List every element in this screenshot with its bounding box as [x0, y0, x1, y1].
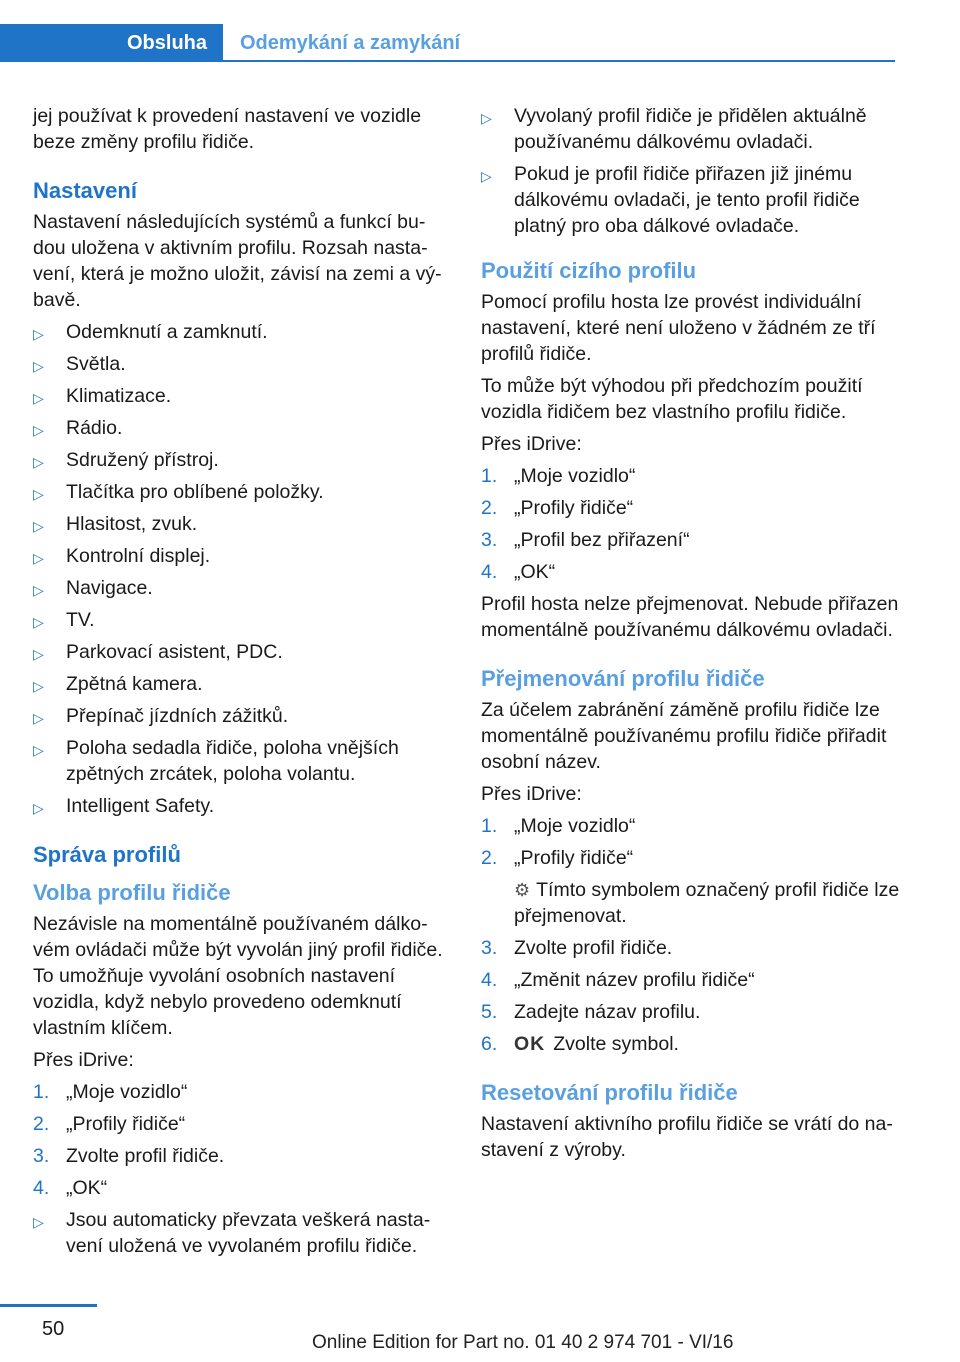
footer-rule	[0, 1304, 97, 1307]
list-item: ▷ Vyvolaný profil řidiče je přidělen aktuálně používanému dálkovému ovladači.	[481, 105, 867, 153]
triangle-bullet-icon: ▷	[33, 614, 44, 630]
rename-text: Za účelem zabránění záměně profilu řidiče lze momentálně používanému profilu řidiče přiřadit osobní název.	[481, 699, 887, 773]
guest-text-1: Pomocí profilu hosta lze provést individuální nastavení, které není uloženo v žádném ze tří profilů řidiče.	[481, 291, 876, 365]
header-section-tab: Obsluha	[0, 24, 223, 62]
gear-icon: ⚙	[514, 880, 531, 900]
triangle-bullet-icon: ▷	[481, 168, 492, 184]
intro-text: jej používat k provedení nastavení ve vozidle beze změny profilu řidiče.	[33, 105, 422, 153]
list-item: 2. „Profily řidiče“	[481, 847, 634, 869]
triangle-bullet-icon: ▷	[33, 710, 44, 726]
list-item: ▷ Parkovací asistent, PDC.	[33, 639, 448, 665]
triangle-bullet-icon: ▷	[33, 678, 44, 694]
footer-edition: Online Edition for Part no. 01 40 2 974 701 - VI/16	[312, 1332, 734, 1353]
select-text: Nezávisle na momentálně používaném dálkovém ovládači může být vyvolán jiný profil řidiče. To umožňuje vyvolání osobních nastavení vozidla, když nebylo provedeno odemknutí vlastním klíčem.	[33, 913, 443, 1039]
list-item: ▷ Navigace.	[33, 575, 448, 601]
guest-note: Profil hosta nelze přejmenovat. Nebude přiřazen momentálně používanému dálkovému ovladači.	[481, 593, 899, 641]
guest-steps	[481, 463, 901, 585]
list-item: 5. Zadejte názav profilu.	[481, 1001, 701, 1023]
list-item: 3. „Profil bez přiřazení“	[481, 529, 690, 551]
select-bullets-continued	[481, 103, 901, 239]
manage-heading: Správa profilů	[33, 842, 181, 867]
triangle-bullet-icon: ▷	[33, 550, 44, 566]
list-item: ▷ Hlasitost, zvuk.	[33, 511, 448, 537]
list-item: 3. Zvolte profil řidiče.	[33, 1145, 225, 1167]
settings-heading: Nastavení	[33, 178, 137, 203]
list-item: ▷ Jsou automaticky převzata veškerá nastavení uložená ve vyvolaném profilu řidiče.	[33, 1209, 431, 1257]
header-rule	[0, 60, 895, 62]
settings-list	[33, 319, 448, 819]
list-item: ▷ Přepínač jízdních zážitků.	[33, 703, 448, 729]
list-item: ▷ Zpětná kamera.	[33, 671, 448, 697]
select-bullets	[33, 1207, 448, 1259]
via-idrive-label: Přes iDrive:	[33, 1049, 134, 1071]
list-item: 4. „OK“	[481, 561, 556, 583]
guest-heading: Použití cizího profilu	[481, 258, 697, 283]
list-item: 2. „Profily řidiče“	[481, 497, 634, 519]
triangle-bullet-icon: ▷	[33, 454, 44, 470]
via-idrive-label: Přes iDrive:	[481, 783, 582, 805]
page-number: 50	[42, 1318, 65, 1340]
list-item: 4. „Změnit název profilu řidiče“	[481, 969, 755, 991]
rename-steps-rest	[481, 935, 901, 1057]
rename-symbol-note: ⚙ Tímto symbolem označený profil řidiče lze přejmenovat.	[514, 879, 900, 927]
list-item: ▷ Rádio.	[33, 415, 448, 441]
list-item: ▷ Sdružený přístroj.	[33, 447, 448, 473]
reset-text: Nastavení aktivního profilu řidiče se vrátí do nastavení z výroby.	[481, 1113, 893, 1161]
triangle-bullet-icon: ▷	[33, 800, 44, 816]
list-item: 4. „OK“	[33, 1177, 108, 1199]
reset-heading: Resetování profilu řidiče	[481, 1080, 738, 1105]
list-item: ▷ Klimatizace.	[33, 383, 448, 409]
triangle-bullet-icon: ▷	[33, 390, 44, 406]
guest-text-2: To může být výhodou při předchozím použití vozidla řidičem bez vlastního profilu řidiče.	[481, 375, 863, 423]
select-heading: Volba profilu řidiče	[33, 880, 231, 905]
list-item: ▷ Kontrolní displej.	[33, 543, 448, 569]
triangle-bullet-icon: ▷	[481, 110, 492, 126]
rename-heading: Přejmenování profilu řidiče	[481, 666, 765, 691]
list-item: 2. „Profily řidiče“	[33, 1113, 186, 1135]
list-item: 3. Zvolte profil řidiče.	[481, 937, 673, 959]
list-item: 1. „Moje vozidlo“	[33, 1081, 188, 1103]
list-item: ▷ Intelligent Safety.	[33, 793, 448, 819]
right-column	[481, 103, 901, 1169]
triangle-bullet-icon: ▷	[33, 358, 44, 374]
left-column	[33, 103, 448, 1265]
via-idrive-label: Přes iDrive:	[481, 433, 582, 455]
rename-steps	[481, 813, 901, 871]
triangle-bullet-icon: ▷	[33, 326, 44, 342]
list-item: 1. „Moje vozidlo“	[481, 815, 636, 837]
select-steps	[33, 1079, 448, 1201]
header-chapter-tab: Odemykání a zamykání	[240, 31, 461, 54]
list-item: ▷ Pokud je profil řidiče přiřazen již jinému dálkovému ovladači, je tento profil řidiče platný pro oba dálkové ovladače.	[481, 163, 860, 237]
triangle-bullet-icon: ▷	[33, 486, 44, 502]
ok-symbol-icon: OK	[514, 1033, 546, 1055]
list-item: ▷ Poloha sedadla řidiče, poloha vnějších zpětných zrcátek, poloha volantu.	[33, 737, 399, 785]
list-item: 6. OK Zvolte symbol.	[481, 1033, 679, 1055]
list-item: ▷ TV.	[33, 607, 448, 633]
triangle-bullet-icon: ▷	[33, 422, 44, 438]
list-item: ▷ Tlačítka pro oblíbené položky.	[33, 479, 448, 505]
triangle-bullet-icon: ▷	[33, 518, 44, 534]
list-item: ▷ Světla.	[33, 351, 448, 377]
triangle-bullet-icon: ▷	[33, 582, 44, 598]
triangle-bullet-icon: ▷	[33, 742, 44, 758]
list-item: 1. „Moje vozidlo“	[481, 465, 636, 487]
triangle-bullet-icon: ▷	[33, 646, 44, 662]
triangle-bullet-icon: ▷	[33, 1214, 44, 1230]
list-item: ▷ Odemknutí a zamknutí.	[33, 319, 448, 345]
settings-text: Nastavení následujících systémů a funkcí budou uložena v aktivním profilu. Rozsah nastavení, která je možno uložit, závisí na zemi a výbavě.	[33, 211, 442, 311]
